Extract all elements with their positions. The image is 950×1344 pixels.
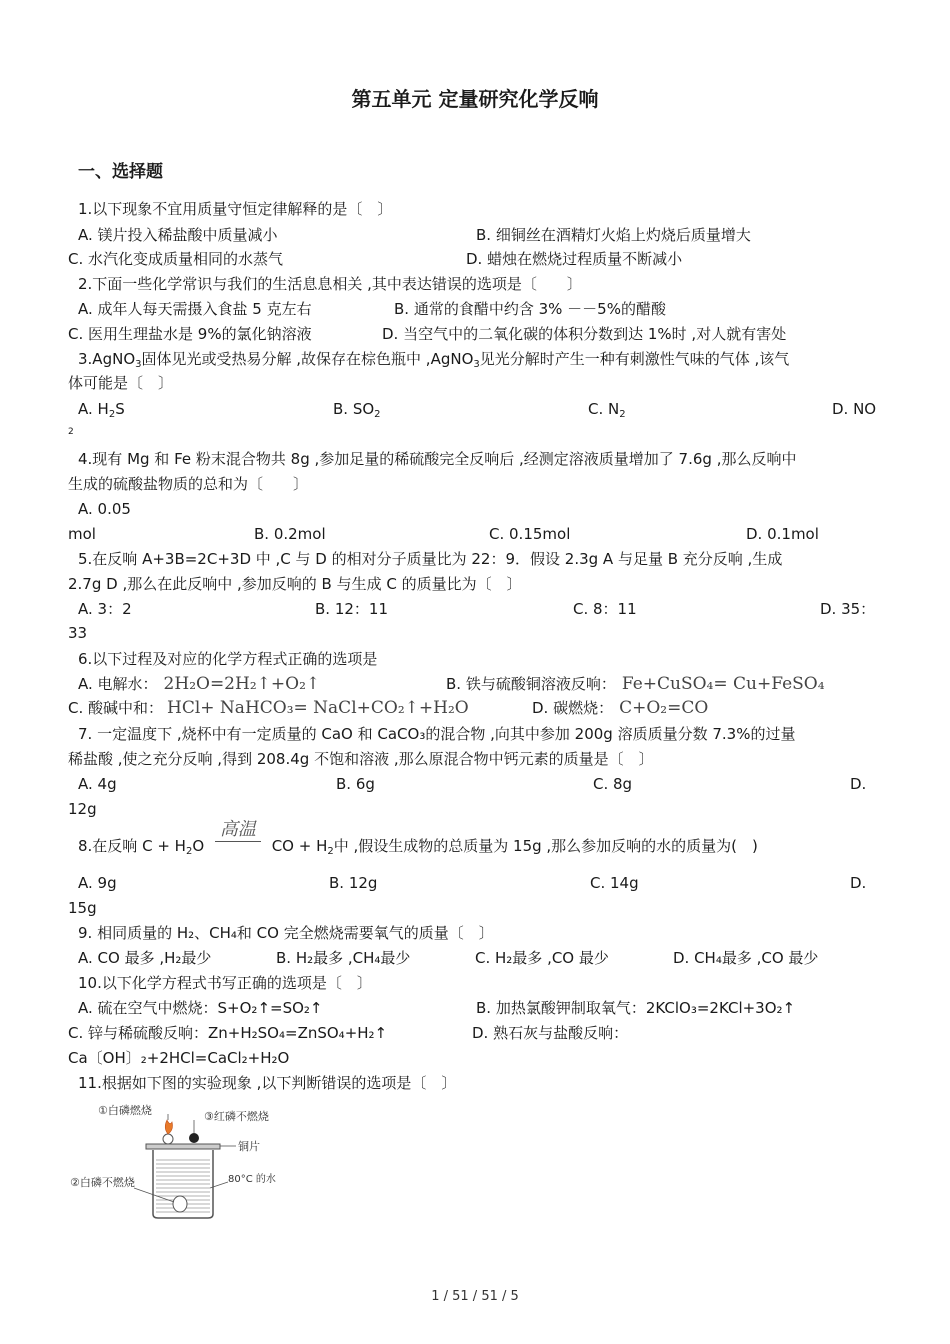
question-10-option-d: D. 熟石灰与盐酸反响： <box>472 1024 629 1042</box>
question-2-option-d: D. 当空气中的二氧化碳的体积分数到达 1%时 ,对人就有害处 <box>382 325 787 343</box>
q8-text-2: CO + H <box>271 837 328 855</box>
question-8-option-a: A. 9g <box>78 874 117 892</box>
section-heading: 一、选择题 <box>78 162 163 182</box>
question-1-option-c: C. 水汽化变成质量相同的水蒸气 <box>68 250 284 268</box>
q6d-label: D. 碳燃烧： <box>532 699 614 717</box>
question-6-option-a <box>78 674 320 694</box>
q6b-equation: Fe+CuSO₄= Cu+FeSO₄ <box>621 674 825 694</box>
question-3-stem-line2: 体可能是〔 〕 <box>68 374 174 392</box>
question-7-option-d: D. <box>850 775 867 793</box>
white-phosphorus-top <box>163 1134 173 1144</box>
q6c-equation: HCl+ NaHCO₃= NaCl+CO₂↑+H₂O <box>167 698 469 718</box>
question-9-option-a: A. CO 最多 ,H₂最少 <box>78 949 212 967</box>
question-11-stem: 11.根据如下图的实验现象 ,以下判断错误的选项是〔 〕 <box>78 1074 457 1092</box>
question-8-option-d-cont: 15g <box>68 899 97 917</box>
question-5-stem: 5.在反响 A+3B=2C+3D 中 ,C 与 D 的相对分子质量比为 22：9．假设 2.3g A 与足量 B 充分反响 ,生成 <box>78 550 783 568</box>
flame-icon <box>165 1120 172 1134</box>
page-footer: 1 / 51 / 51 / 5 <box>431 1289 519 1304</box>
question-10-stem: 10.以下化学方程式书写正确的选项是〔 〕 <box>78 974 372 992</box>
question-4-option-c: C. 0.15mol <box>489 525 571 543</box>
question-9-stem: 9. 相同质量的 H₂、CH₄和 CO 完全燃烧需要氧气的质量〔 〕 <box>78 924 494 942</box>
question-4-option-a: A. 0.05 <box>78 500 131 518</box>
copper-plate <box>146 1144 220 1149</box>
experiment-figure <box>68 1098 288 1228</box>
question-10-option-b: B. 加热氯酸钾制取氧气：2KClO₃=2KCl+3O₂↑ <box>476 999 796 1017</box>
q3c-text: C. N <box>588 400 620 418</box>
label-hot-water: 80°C 的水 <box>228 1174 276 1185</box>
question-4-stem-line2: 生成的硫酸盐物质的总和为〔 〕 <box>68 475 309 493</box>
question-5-option-d-cont: 33 <box>68 624 88 642</box>
condition-line <box>215 841 261 842</box>
white-phosphorus-water <box>173 1196 187 1212</box>
question-7-option-d-cont: 12g <box>68 800 97 818</box>
question-9-option-c: C. H₂最多 ,CO 最少 <box>475 949 609 967</box>
question-1-option-a: A. 镁片投入稀盐酸中质量减小 <box>78 226 278 244</box>
q3a-text-2: S <box>115 400 125 418</box>
question-5-option-c: C. 8：11 <box>573 600 637 618</box>
question-4-option-a-unit: mol <box>68 525 96 543</box>
question-3-option-d: D. NO <box>832 400 877 418</box>
q6b-label: B. 铁与硫酸铜溶液反响： <box>446 675 616 693</box>
question-5-stem-line2: 2.7g D ,那么在此反响中 ,参加反响的 B 与生成 C 的质量比为〔 〕 <box>68 575 522 593</box>
q6d-equation: C+O₂=CO <box>619 698 709 718</box>
high-temperature-condition: 高温 <box>219 819 256 840</box>
question-6-option-b <box>446 674 825 694</box>
red-phosphorus <box>189 1133 199 1143</box>
question-2-option-c: C. 医用生理盐水是 9%的氯化钠溶液 <box>68 325 312 343</box>
question-5-option-b: B. 12：11 <box>315 600 389 618</box>
label-red-phosphorus: ③红磷不燃烧 <box>204 1110 269 1123</box>
q8-text-o: O <box>192 837 205 855</box>
question-8-option-b: B. 12g <box>329 874 378 892</box>
question-4-option-b: B. 0.2mol <box>254 525 326 543</box>
q3-text-1: 3.AgNO <box>78 350 136 368</box>
q3-text-3: 见光分解时产生一种有刺激性气味的气体 ,该气 <box>479 350 790 368</box>
question-2-option-b: B. 通常的食醋中约含 3% －－5%的醋酸 <box>394 300 666 318</box>
question-6-option-d <box>532 698 708 718</box>
question-7-option-b: B. 6g <box>336 775 375 793</box>
question-5-option-d: D. 35： <box>820 600 876 618</box>
q8-text-3: 中 ,假设生成物的总质量为 15g ,那么参加反响的水的质量为( ) <box>333 837 758 855</box>
question-3-option-b <box>333 399 381 425</box>
page-title: 第五单元 定量研究化学反响 <box>351 87 599 111</box>
question-10-option-d-cont: Ca〔OH〕₂+2HCl=CaCl₂+H₂O <box>68 1049 290 1067</box>
question-8-option-c: C. 14g <box>590 874 639 892</box>
question-7-stem-line2: 稀盐酸 ,使之充分反响 ,得到 208.4g 不饱和溶液 ,那么原混合物中钙元素的质量是〔 〕 <box>68 750 654 768</box>
q8-sub-2: 2 <box>327 846 334 857</box>
question-10-option-a: A. 硫在空气中燃烧：S+O₂↑=SO₂↑ <box>78 999 323 1017</box>
reaction-condition-arrow <box>213 819 263 856</box>
q3b-text: B. SO <box>333 400 375 418</box>
q8-sub-1: 2 <box>185 846 193 857</box>
question-1-option-b: B. 细铜丝在酒精灯火焰上灼烧后质量增大 <box>476 226 751 244</box>
q6a-equation: 2H₂O=2H₂↑+O₂↑ <box>163 674 321 694</box>
question-6-stem: 6.以下过程及对应的化学方程式正确的选项是 <box>78 650 378 668</box>
q3-sub-1: 3 <box>135 359 142 370</box>
question-3-stem <box>78 349 789 375</box>
question-8-option-d: D. <box>850 874 867 892</box>
question-7-option-c: C. 8g <box>593 775 633 793</box>
question-8-stem <box>78 819 758 862</box>
question-7-stem: 7. 一定温度下 ,烧杯中有一定质量的 CaO 和 CaCO₃的混合物 ,向其中参加 200g 溶质质量分数 7.3%的过量 <box>78 725 796 743</box>
question-4-option-d: D. 0.1mol <box>746 525 819 543</box>
label-white-phosphorus-burning: ①白磷燃烧 <box>98 1104 152 1117</box>
question-6-option-c <box>68 698 469 718</box>
q6c-label: C. 酸碱中和： <box>68 699 164 717</box>
question-4-stem: 4.现有 Mg 和 Fe 粉末混合物共 8g ,参加足量的稀硫酸完全反响后 ,经测定溶液质量增加了 7.6g ,那么反响中 <box>78 450 797 468</box>
label-white-phosphorus-water: ②白磷不燃烧 <box>70 1176 135 1189</box>
question-5-option-a: A. 3：2 <box>78 600 132 618</box>
q3a-text: A. H <box>78 400 109 418</box>
question-1-stem: 1.以下现象不宜用质量守恒定律解释的是〔 〕 <box>78 200 393 218</box>
q3-text-2: 固体见光或受热易分解 ,故保存在棕色瓶中 ,AgNO <box>141 350 474 368</box>
q3a-sub: 2 <box>108 409 116 420</box>
question-3-option-d-sub: 2 <box>68 427 74 437</box>
question-3-option-a <box>78 399 125 425</box>
experiment-diagram <box>68 1098 288 1228</box>
question-2-stem: 2.下面一些化学常识与我们的生活息息相关 ,其中表达错误的选项是〔 〕 <box>78 275 582 293</box>
q3c-sub: 2 <box>619 409 626 420</box>
question-10-option-c: C. 锌与稀硫酸反响：Zn+H₂SO₄=ZnSO₄+H₂↑ <box>68 1024 388 1042</box>
question-7-option-a: A. 4g <box>78 775 117 793</box>
question-9-option-b: B. H₂最多 ,CH₄最少 <box>276 949 411 967</box>
question-9-option-d: D. CH₄最多 ,CO 最少 <box>673 949 819 967</box>
question-3-option-c <box>588 399 626 425</box>
q6a-label: A. 电解水： <box>78 675 158 693</box>
question-1-option-d: D. 蜡烛在燃烧过程质量不断减小 <box>466 250 683 268</box>
q8-text-1: 8.在反响 C + H <box>78 837 186 855</box>
question-2-option-a: A. 成年人每天需摄入食盐 5 克左右 <box>78 300 312 318</box>
q3-sub-2: 3 <box>473 359 480 370</box>
q3b-sub: 2 <box>374 409 381 420</box>
label-copper-plate: 铜片 <box>238 1140 260 1153</box>
